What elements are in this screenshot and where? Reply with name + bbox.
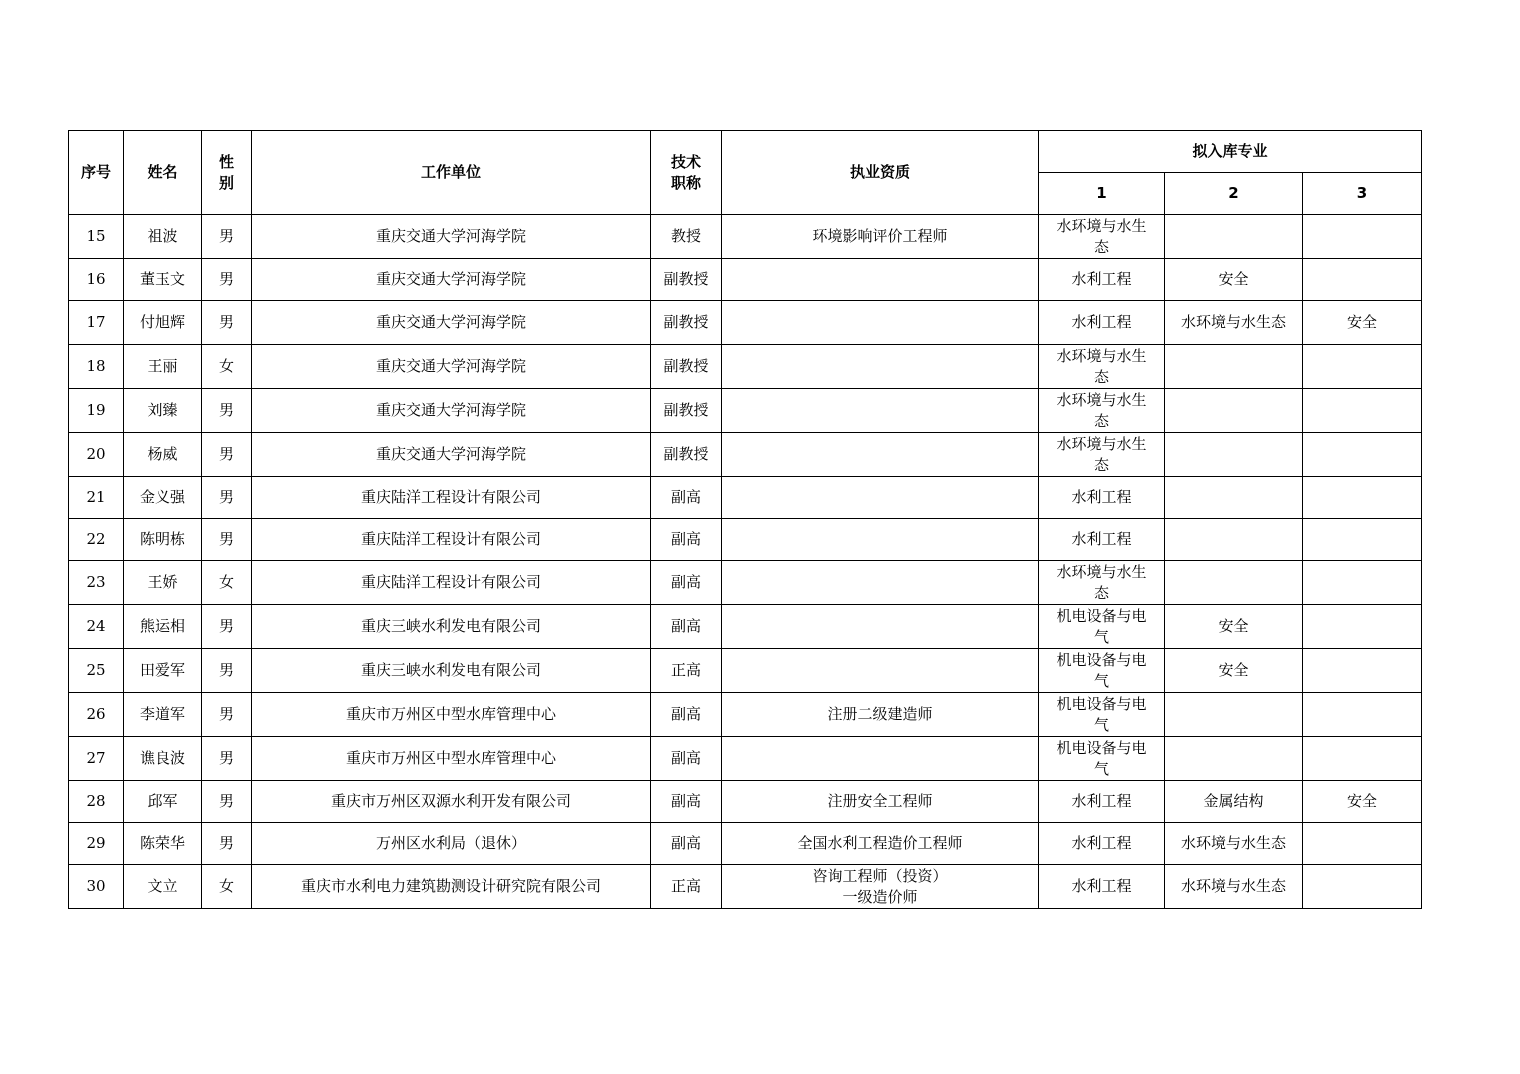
unit-cell: 重庆市万州区双源水利开发有限公司 [252,781,651,823]
specialty-3-cell [1303,215,1422,259]
specialty-2-cell: 水环境与水生态 [1165,865,1303,909]
seq-cell: 30 [69,865,124,909]
specialty-3-cell [1303,649,1422,693]
seq-cell: 19 [69,389,124,433]
specialty-1-cell: 机电设备与电气 [1039,649,1165,693]
title-cell: 正高 [651,865,722,909]
gender-cell: 男 [202,737,252,781]
title-cell: 副教授 [651,345,722,389]
qualification-cell [722,649,1039,693]
qualification-line: 咨询工程师（投资） [812,866,948,885]
qualification-line: 注册安全工程师 [827,792,933,810]
specialty-2-cell [1165,519,1303,561]
header-specialty-group: 拟入库专业 [1039,131,1422,173]
name-cell: 祖波 [124,215,202,259]
unit-cell: 重庆市水利电力建筑勘测设计研究院有限公司 [252,865,651,909]
table-row [69,215,1422,259]
unit-cell: 重庆交通大学河海学院 [252,215,651,259]
specialty-2-cell [1165,477,1303,519]
gender-cell: 女 [202,345,252,389]
unit-cell: 重庆陆洋工程设计有限公司 [252,561,651,605]
specialty-3-cell [1303,259,1422,301]
name-cell: 熊运相 [124,605,202,649]
name-cell: 谯良波 [124,737,202,781]
specialty-3-cell [1303,433,1422,477]
name-cell: 杨威 [124,433,202,477]
seq-cell: 20 [69,433,124,477]
name-cell: 邱军 [124,781,202,823]
header-name: 姓名 [124,131,202,215]
specialty-3-cell [1303,389,1422,433]
title-cell: 教授 [651,215,722,259]
title-cell: 副高 [651,823,722,865]
gender-cell: 女 [202,561,252,605]
gender-cell: 男 [202,301,252,345]
specialty-1-cell: 机电设备与电气 [1039,605,1165,649]
qualification-cell [722,519,1039,561]
seq-cell: 17 [69,301,124,345]
header-gender [202,131,252,215]
unit-cell: 重庆陆洋工程设计有限公司 [252,477,651,519]
unit-cell: 重庆市万州区中型水库管理中心 [252,737,651,781]
gender-cell: 女 [202,865,252,909]
specialty-3-cell [1303,477,1422,519]
gender-cell: 男 [202,477,252,519]
table-row [69,737,1422,781]
title-cell: 副教授 [651,389,722,433]
specialty-1-cell: 水环境与水生态 [1039,433,1165,477]
table-header [69,131,1422,215]
title-cell: 正高 [651,649,722,693]
qualification-line: 注册二级建造师 [827,705,933,723]
table-row [69,693,1422,737]
expert-roster-table [68,130,1422,909]
table-row [69,389,1422,433]
specialty-1-cell: 水利工程 [1039,301,1165,345]
unit-cell: 重庆交通大学河海学院 [252,301,651,345]
name-cell: 田爱军 [124,649,202,693]
specialty-1-cell: 水利工程 [1039,823,1165,865]
specialty-1-cell: 水环境与水生态 [1039,389,1165,433]
specialty-2-cell [1165,433,1303,477]
qualification-cell [722,561,1039,605]
name-cell: 陈荣华 [124,823,202,865]
table-row [69,605,1422,649]
name-cell: 付旭辉 [124,301,202,345]
name-cell: 陈明栋 [124,519,202,561]
qualification-cell [722,693,1039,737]
specialty-1-cell: 机电设备与电气 [1039,693,1165,737]
title-cell: 副高 [651,693,722,737]
name-cell: 王丽 [124,345,202,389]
qualification-cell [722,259,1039,301]
title-cell: 副高 [651,477,722,519]
table-row [69,345,1422,389]
unit-cell: 重庆交通大学河海学院 [252,433,651,477]
specialty-1-cell: 机电设备与电气 [1039,737,1165,781]
gender-cell: 男 [202,781,252,823]
title-cell: 副高 [651,561,722,605]
qualification-line: 全国水利工程造价工程师 [797,834,963,852]
specialty-1-cell: 水利工程 [1039,519,1165,561]
specialty-3-cell [1303,823,1422,865]
seq-cell: 18 [69,345,124,389]
specialty-2-cell [1165,561,1303,605]
specialty-3-cell: 安全 [1303,781,1422,823]
specialty-3-cell [1303,693,1422,737]
specialty-2-cell: 水环境与水生态 [1165,301,1303,345]
seq-cell: 15 [69,215,124,259]
specialty-3-cell [1303,561,1422,605]
table-body [69,215,1422,909]
title-cell: 副教授 [651,259,722,301]
gender-cell: 男 [202,433,252,477]
gender-cell: 男 [202,519,252,561]
specialty-3-cell: 安全 [1303,301,1422,345]
specialty-2-cell [1165,693,1303,737]
seq-cell: 27 [69,737,124,781]
header-seq: 序号 [69,131,124,215]
seq-cell: 22 [69,519,124,561]
specialty-3-cell [1303,605,1422,649]
header-spec-1: 1 [1039,173,1165,215]
specialty-3-cell [1303,345,1422,389]
unit-cell: 重庆三峡水利发电有限公司 [252,605,651,649]
qualification-cell [722,389,1039,433]
seq-cell: 16 [69,259,124,301]
specialty-2-cell: 水环境与水生态 [1165,823,1303,865]
qualification-cell [722,345,1039,389]
seq-cell: 29 [69,823,124,865]
specialty-2-cell [1165,215,1303,259]
specialty-2-cell [1165,345,1303,389]
unit-cell: 重庆陆洋工程设计有限公司 [252,519,651,561]
table-row [69,259,1422,301]
specialty-1-cell: 水利工程 [1039,781,1165,823]
qualification-cell [722,301,1039,345]
gender-cell: 男 [202,259,252,301]
table-row [69,433,1422,477]
qualification-line: 一级造价师 [842,887,918,906]
name-cell: 金义强 [124,477,202,519]
unit-cell: 重庆交通大学河海学院 [252,259,651,301]
specialty-2-cell [1165,737,1303,781]
seq-cell: 26 [69,693,124,737]
table-row [69,781,1422,823]
header-spec-3: 3 [1303,173,1422,215]
unit-cell: 重庆交通大学河海学院 [252,389,651,433]
seq-cell: 24 [69,605,124,649]
table-row [69,649,1422,693]
unit-cell: 重庆市万州区中型水库管理中心 [252,693,651,737]
header-title [651,131,722,215]
name-cell: 董玉文 [124,259,202,301]
unit-cell: 重庆三峡水利发电有限公司 [252,649,651,693]
gender-cell: 男 [202,215,252,259]
table-row [69,301,1422,345]
gender-cell: 男 [202,823,252,865]
title-cell: 副高 [651,781,722,823]
specialty-1-cell: 水环境与水生态 [1039,345,1165,389]
gender-cell: 男 [202,389,252,433]
title-cell: 副高 [651,605,722,649]
specialty-2-cell [1165,389,1303,433]
qualification-cell [722,823,1039,865]
seq-cell: 28 [69,781,124,823]
qualification-cell [722,781,1039,823]
qualification-cell [722,737,1039,781]
specialty-1-cell: 水利工程 [1039,259,1165,301]
header-spec-2: 2 [1165,173,1303,215]
header-unit: 工作单位 [252,131,651,215]
unit-cell: 万州区水利局（退休） [252,823,651,865]
table-row [69,865,1422,909]
specialty-1-cell: 水利工程 [1039,477,1165,519]
specialty-2-cell: 安全 [1165,605,1303,649]
specialty-2-cell: 安全 [1165,259,1303,301]
gender-cell: 男 [202,649,252,693]
qualification-cell [722,605,1039,649]
qualification-cell [722,433,1039,477]
title-cell: 副教授 [651,301,722,345]
name-cell: 刘臻 [124,389,202,433]
table-row [69,823,1422,865]
name-cell: 李道军 [124,693,202,737]
header-title-text: 技术职称 [670,152,701,192]
specialty-2-cell: 金属结构 [1165,781,1303,823]
seq-cell: 25 [69,649,124,693]
gender-cell: 男 [202,693,252,737]
seq-cell: 23 [69,561,124,605]
unit-cell: 重庆交通大学河海学院 [252,345,651,389]
qualification-cell [722,215,1039,259]
specialty-3-cell [1303,519,1422,561]
specialty-1-cell: 水环境与水生态 [1039,215,1165,259]
table-row [69,477,1422,519]
specialty-1-cell: 水利工程 [1039,865,1165,909]
name-cell: 王娇 [124,561,202,605]
specialty-2-cell: 安全 [1165,649,1303,693]
seq-cell: 21 [69,477,124,519]
gender-cell: 男 [202,605,252,649]
specialty-3-cell [1303,737,1422,781]
header-qualification: 执业资质 [722,131,1039,215]
header-gender-text: 性别 [218,152,234,192]
table-row [69,519,1422,561]
table-row [69,561,1422,605]
specialty-3-cell [1303,865,1422,909]
qualification-cell [722,477,1039,519]
title-cell: 副高 [651,519,722,561]
qualification-cell [722,865,1039,909]
qualification-line: 环境影响评价工程师 [812,227,948,245]
title-cell: 副高 [651,737,722,781]
name-cell: 文立 [124,865,202,909]
title-cell: 副教授 [651,433,722,477]
specialty-1-cell: 水环境与水生态 [1039,561,1165,605]
